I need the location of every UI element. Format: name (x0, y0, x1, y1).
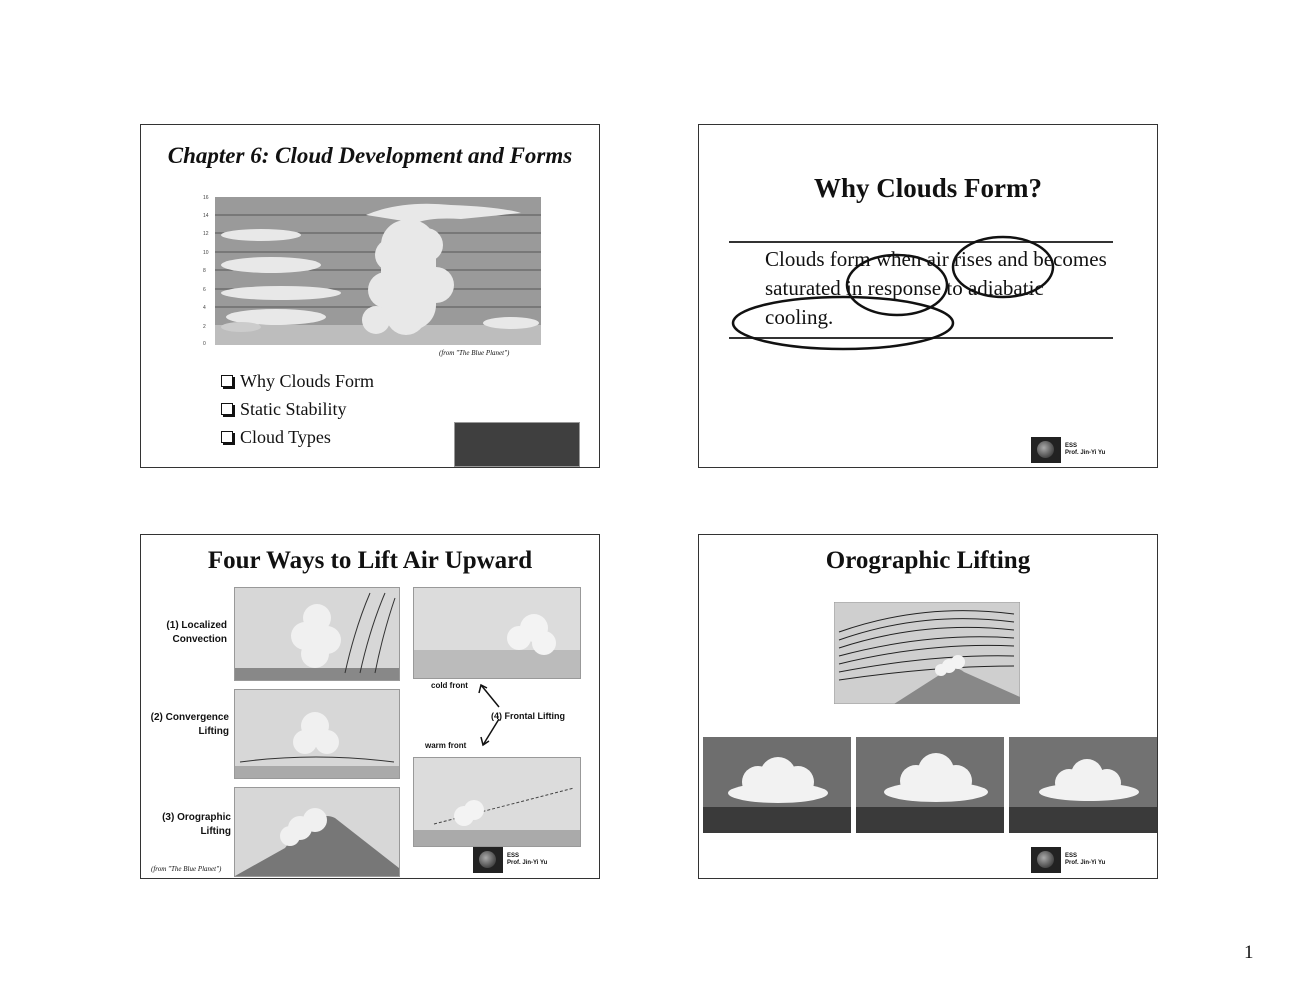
label-localized-convection: (1) Localized Convection (166, 620, 227, 645)
slide-1 (140, 124, 600, 468)
page-number: 1 (1244, 942, 1254, 963)
diagram-credit: (from "The Blue Planet") (439, 349, 510, 357)
chapter-bullets (221, 367, 374, 451)
svg-text:0: 0 (203, 341, 206, 347)
cloud-types-diagram (201, 195, 546, 355)
frontal-arrows (471, 679, 511, 751)
svg-text:12: 12 (203, 231, 209, 237)
cloud-photo-2 (856, 737, 1004, 833)
checkbox-icon (221, 403, 233, 415)
label-cold-front: cold front (431, 681, 468, 690)
svg-text:16: 16 (203, 195, 209, 201)
checkbox-icon (221, 431, 233, 443)
label-frontal-lifting: (4) Frontal Lifting (491, 711, 565, 721)
cloud-photo-3 (1009, 737, 1157, 833)
svg-text:14: 14 (203, 213, 209, 219)
dark-image-placeholder (454, 422, 580, 467)
panel-convergence (234, 689, 400, 779)
svg-text:2: 2 (203, 324, 206, 330)
svg-text:4: 4 (203, 305, 206, 311)
svg-text:10: 10 (203, 250, 209, 256)
checkbox-icon (221, 375, 233, 387)
svg-text:6: 6 (203, 287, 206, 293)
hand-drawn-circles (699, 125, 1158, 468)
bullet-item: Cloud Types (221, 423, 374, 451)
slide-2-body: Clouds form when air rises and becomes saturated in response to adiabatic cooling. (765, 247, 1107, 329)
label-orographic-lifting: (3) Orographic Lifting (162, 812, 231, 837)
label-convergence-lifting: (2) Convergence Lifting (150, 712, 229, 737)
ess-logo: ESS Prof. Jin-Yi Yu (1031, 847, 1121, 873)
slide-3-title: Four Ways to Lift Air Upward (207, 547, 533, 574)
ess-logo: ESS Prof. Jin-Yi Yu (473, 847, 563, 873)
panel-cold-front (413, 587, 581, 679)
panel-warm-front (413, 757, 581, 847)
label-warm-front: warm front (425, 741, 467, 750)
globe-icon (1031, 437, 1061, 463)
panel-orographic (234, 787, 400, 877)
bullet-item: Why Clouds Form (221, 367, 374, 395)
svg-text:8: 8 (203, 268, 206, 274)
slide-4-title: Orographic Lifting (825, 547, 1031, 574)
orographic-streamline-diagram (834, 602, 1020, 704)
slide-1-title: Chapter 6: Cloud Development and Forms (167, 143, 573, 168)
globe-icon (1031, 847, 1061, 873)
cloud-photo-1 (703, 737, 851, 833)
slide-2-title: Why Clouds Form? (813, 173, 1043, 203)
slide-4 (698, 534, 1158, 879)
globe-icon (473, 847, 503, 873)
lifting-credit: (from "The Blue Planet") (151, 865, 222, 873)
bullet-item: Static Stability (221, 395, 374, 423)
slide-2 (698, 124, 1158, 468)
slide-3 (140, 534, 600, 879)
ess-logo: ESS Prof. Jin-Yi Yu (1031, 437, 1121, 463)
panel-convection (234, 587, 400, 681)
